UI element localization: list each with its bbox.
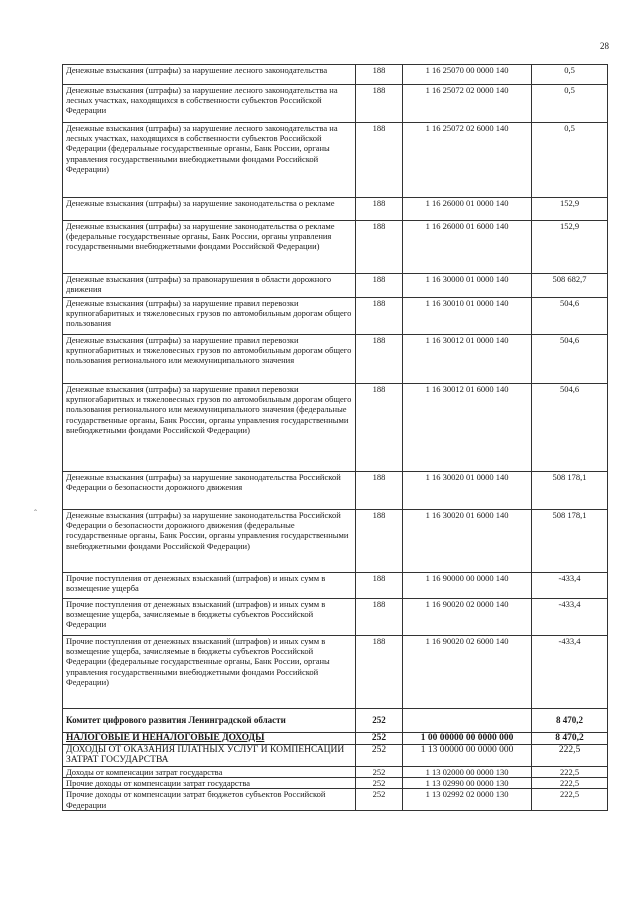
row-admin-code-cell: 188 [356, 335, 403, 384]
table-row [63, 599, 608, 636]
row-amount-cell: -433,4 [532, 636, 608, 709]
table-row [63, 573, 608, 599]
row-amount-cell: 152,9 [532, 198, 608, 221]
row-budget-code-cell: 1 00 00000 00 0000 000 [403, 733, 532, 745]
row-amount-cell: 0,5 [532, 123, 608, 198]
table-row [63, 123, 608, 198]
row-amount-cell: 222,5 [532, 778, 608, 789]
row-admin-code-cell: 188 [356, 384, 403, 472]
row-budget-code-cell: 1 16 30012 01 0000 140 [403, 335, 532, 384]
row-amount-cell: 508 178,1 [532, 510, 608, 573]
page-number: 28 [600, 41, 609, 51]
row-amount-cell: 222,5 [532, 789, 608, 811]
row-admin-code-cell: 252 [356, 789, 403, 811]
row-budget-code-cell: 1 16 90020 02 0000 140 [403, 599, 532, 636]
row-amount-cell: 222,5 [532, 767, 608, 778]
row-budget-code-cell [403, 709, 532, 733]
row-admin-code-cell: 188 [356, 198, 403, 221]
margin-mark: ˆ [34, 508, 37, 518]
row-admin-code-cell: 252 [356, 778, 403, 789]
row-budget-code-cell: 1 16 30012 01 6000 140 [403, 384, 532, 472]
row-admin-code-cell: 252 [356, 767, 403, 778]
row-admin-code-cell: 188 [356, 65, 403, 85]
row-budget-code-cell: 1 16 25072 02 0000 140 [403, 85, 532, 123]
table-row [63, 709, 608, 733]
row-name-cell: Денежные взыскания (штрафы) за нарушение законодательства Российской Федерации о безопасности дорожного движения (федеральные государственные органы, Банк России, органы управления государственными внебюджетными фондами Российской Федерации) [63, 510, 356, 573]
table-row [63, 274, 608, 298]
row-amount-cell: 8 470,2 [532, 733, 608, 745]
table-row [63, 789, 608, 811]
table-row [63, 767, 608, 778]
row-admin-code-cell: 188 [356, 85, 403, 123]
row-name-cell: Денежные взыскания (штрафы) за нарушение законодательства Российской Федерации о безопасности дорожного движения [63, 472, 356, 510]
row-amount-cell: 0,5 [532, 85, 608, 123]
row-amount-cell: 504,6 [532, 335, 608, 384]
row-name-cell: Денежные взыскания (штрафы) за правонарушения в области дорожного движения [63, 274, 356, 298]
row-amount-cell: 504,6 [532, 384, 608, 472]
row-amount-cell: 508 682,7 [532, 274, 608, 298]
table-row [63, 298, 608, 335]
row-budget-code-cell: 1 13 02000 00 0000 130 [403, 767, 532, 778]
row-amount-cell: -433,4 [532, 573, 608, 599]
table-row [63, 221, 608, 274]
row-budget-code-cell: 1 16 90000 00 0000 140 [403, 573, 532, 599]
row-amount-cell: 152,9 [532, 221, 608, 274]
revenue-table-body [63, 65, 608, 811]
table-row [63, 636, 608, 709]
row-budget-code-cell: 1 16 30020 01 0000 140 [403, 472, 532, 510]
row-name-cell: Доходы от компенсации затрат государства [63, 767, 356, 778]
row-name-cell: Прочие поступления от денежных взысканий (штрафов) и иных сумм в возмещение ущерба, зачисляемые в бюджеты субъектов Российской Федерации [63, 599, 356, 636]
row-budget-code-cell: 1 16 26000 01 6000 140 [403, 221, 532, 274]
row-name-cell: Денежные взыскания (штрафы) за нарушение лесного законодательства на лесных участках, находящихся в собственности субъектов Российской Федерации [63, 85, 356, 123]
row-budget-code-cell: 1 13 02992 02 0000 130 [403, 789, 532, 811]
table-row [63, 384, 608, 472]
row-admin-code-cell: 188 [356, 472, 403, 510]
row-name-cell: Прочие поступления от денежных взысканий (штрафов) и иных сумм в возмещение ущерба, зачисляемые в бюджеты субъектов Российской Федерации (федеральные государственные органы, Банк России, органы управления государственными внебюджетными фондами Российской Федерации) [63, 636, 356, 709]
table-row [63, 733, 608, 745]
row-admin-code-cell: 252 [356, 745, 403, 767]
table-row [63, 198, 608, 221]
row-amount-cell: 8 470,2 [532, 709, 608, 733]
row-name-cell: Прочие поступления от денежных взысканий (штрафов) и иных сумм в возмещение ущерба [63, 573, 356, 599]
row-amount-cell: -433,4 [532, 599, 608, 636]
table-row [63, 510, 608, 573]
row-budget-code-cell: 1 16 25070 00 0000 140 [403, 65, 532, 85]
row-name-cell: Прочие доходы от компенсации затрат государства [63, 778, 356, 789]
row-admin-code-cell: 188 [356, 123, 403, 198]
row-budget-code-cell: 1 16 30010 01 0000 140 [403, 298, 532, 335]
row-budget-code-cell: 1 13 02990 00 0000 130 [403, 778, 532, 789]
row-budget-code-cell: 1 16 90020 02 6000 140 [403, 636, 532, 709]
row-name-cell: Денежные взыскания (штрафы) за нарушение правил перевозки крупногабаритных и тяжеловесных грузов по автомобильным дорогам общего пользования регионального или межмуниципального значения (федеральные государственные органы, Банк России, органы управления государственными внебюджетными фондами Российской Федерации) [63, 384, 356, 472]
row-budget-code-cell: 1 13 00000 00 0000 000 [403, 745, 532, 767]
row-amount-cell: 222,5 [532, 745, 608, 767]
row-name-cell: Денежные взыскания (штрафы) за нарушение законодательства о рекламе (федеральные государственные органы, Банк России, органы управления государственными внебюджетными фондами Российской Федерации) [63, 221, 356, 274]
row-budget-code-cell: 1 16 30020 01 6000 140 [403, 510, 532, 573]
row-name-cell: Прочие доходы от компенсации затрат бюджетов субъектов Российской Федерации [63, 789, 356, 811]
row-admin-code-cell: 188 [356, 274, 403, 298]
revenue-table [62, 64, 608, 811]
row-budget-code-cell: 1 16 26000 01 0000 140 [403, 198, 532, 221]
table-row [63, 745, 608, 767]
row-name-cell: Денежные взыскания (штрафы) за нарушение лесного законодательства на лесных участках, находящихся в собственности субъектов Российской Федерации (федеральные государственные органы, Банк России, органы управления государственными внебюджетными фондами Российской Федерации) [63, 123, 356, 198]
row-admin-code-cell: 188 [356, 636, 403, 709]
row-admin-code-cell: 188 [356, 298, 403, 335]
row-amount-cell: 0,5 [532, 65, 608, 85]
row-name-cell: Комитет цифрового развития Ленинградской области [63, 709, 356, 733]
row-admin-code-cell: 188 [356, 221, 403, 274]
row-admin-code-cell: 188 [356, 599, 403, 636]
row-amount-cell: 504,6 [532, 298, 608, 335]
row-admin-code-cell: 188 [356, 510, 403, 573]
row-name-cell: Денежные взыскания (штрафы) за нарушение законодательства о рекламе [63, 198, 356, 221]
row-budget-code-cell: 1 16 25072 02 6000 140 [403, 123, 532, 198]
table-row [63, 472, 608, 510]
row-name-cell: Денежные взыскания (штрафы) за нарушение лесного законодательства [63, 65, 356, 85]
table-row [63, 778, 608, 789]
row-name-cell: Денежные взыскания (штрафы) за нарушение правил перевозки крупногабаритных и тяжеловесных грузов по автомобильным дорогам общего пользования регионального или межмуниципального значения [63, 335, 356, 384]
row-admin-code-cell: 252 [356, 709, 403, 733]
table-row [63, 85, 608, 123]
row-name-cell: НАЛОГОВЫЕ И НЕНАЛОГОВЫЕ ДОХОДЫ [63, 733, 356, 745]
row-budget-code-cell: 1 16 30000 01 0000 140 [403, 274, 532, 298]
row-admin-code-cell: 252 [356, 733, 403, 745]
row-amount-cell: 508 178,1 [532, 472, 608, 510]
row-name-cell: Денежные взыскания (штрафы) за нарушение правил перевозки крупногабаритных и тяжеловесных грузов по автомобильным дорогам общего пользования [63, 298, 356, 335]
table-row [63, 65, 608, 85]
row-name-cell: ДОХОДЫ ОТ ОКАЗАНИЯ ПЛАТНЫХ УСЛУГ И КОМПЕНСАЦИИ ЗАТРАТ ГОСУДАРСТВА [63, 745, 356, 767]
row-admin-code-cell: 188 [356, 573, 403, 599]
table-row [63, 335, 608, 384]
